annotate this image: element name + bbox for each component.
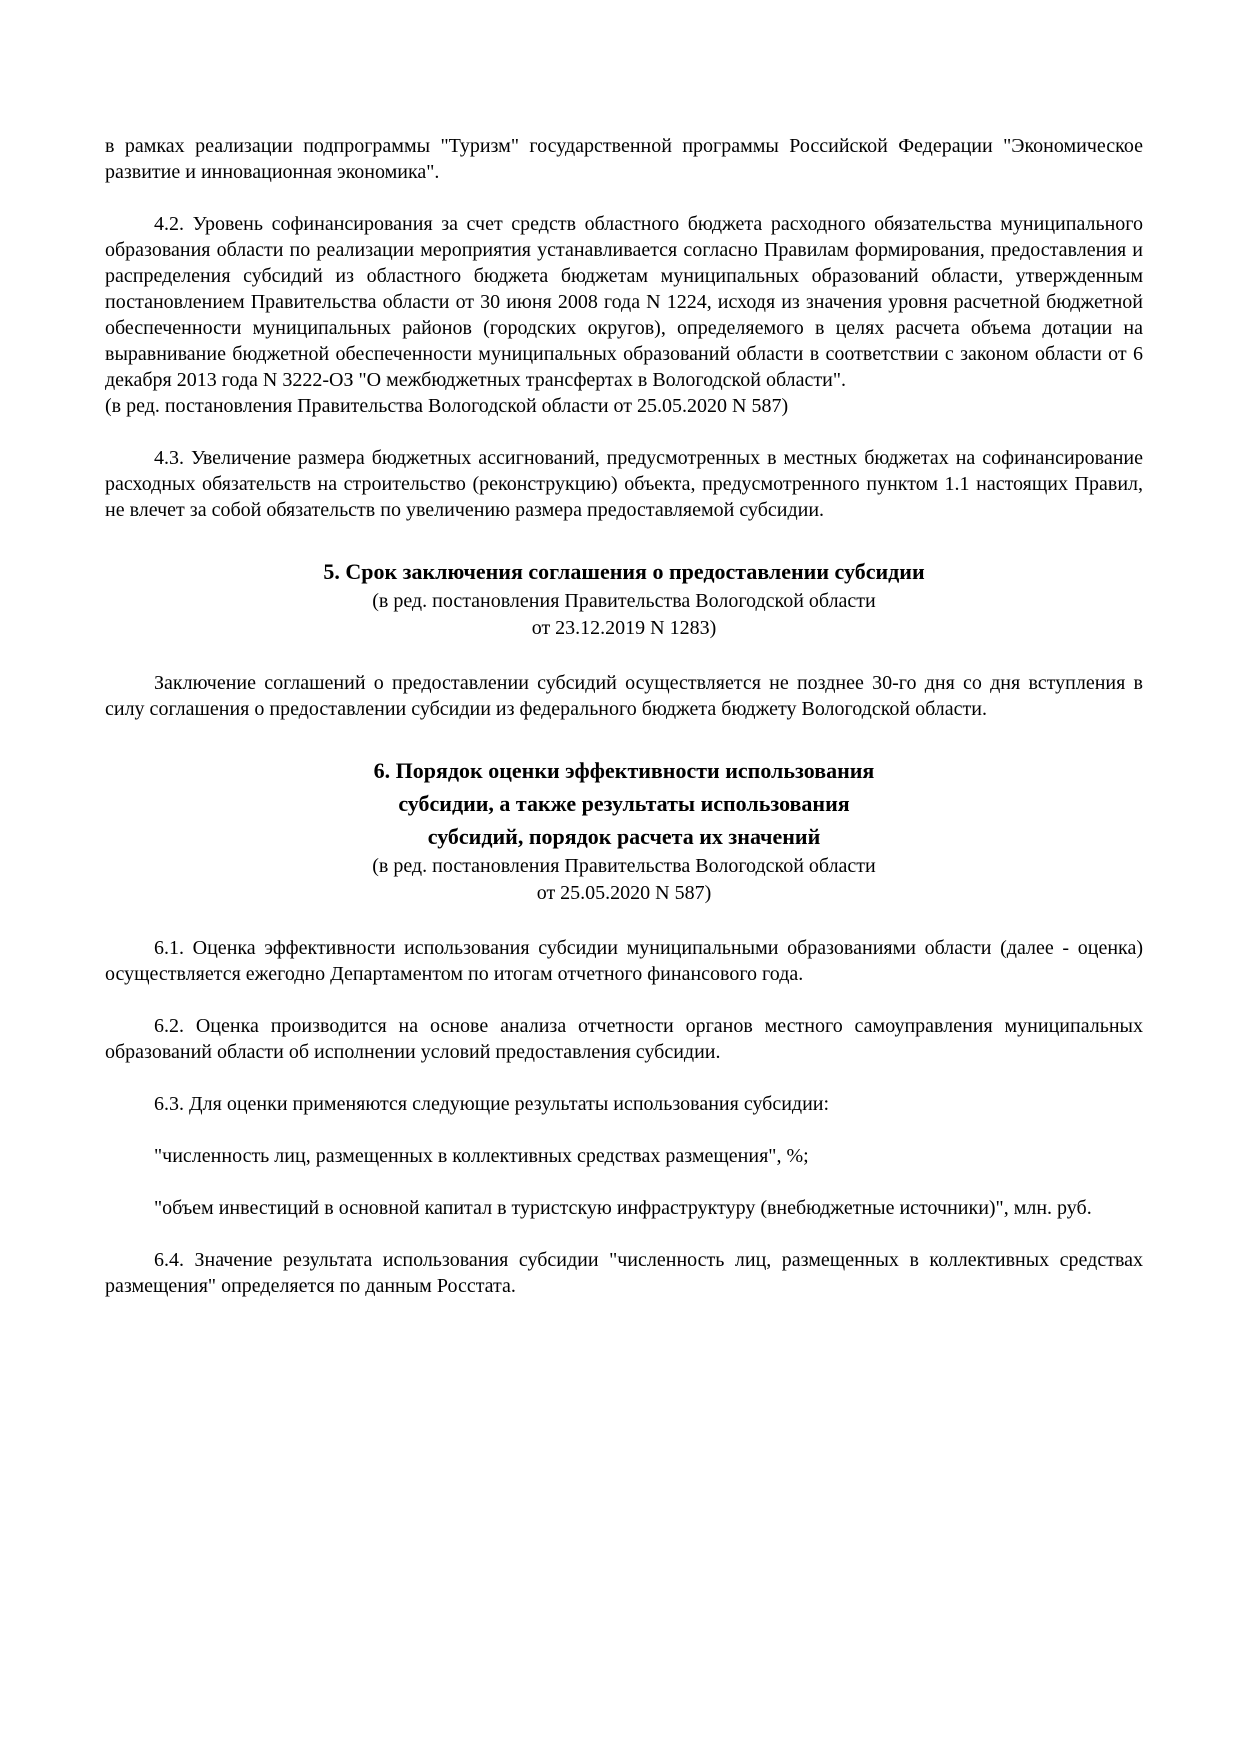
section-5-heading: 5. Срок заключения соглашения о предоставлении субсидии <box>323 559 925 584</box>
paragraph-6-3: 6.3. Для оценки применяются следующие результаты использования субсидии: <box>154 1093 830 1115</box>
section-5-amendment-line2: от 23.12.2019 N 1283) <box>531 617 717 639</box>
amendment-note-4-2: (в ред. постановления Правительства Вологодской области от 25.05.2020 N 587) <box>105 395 789 417</box>
paragraph-6-3-result-b: "объем инвестиций в основной капитал в туристскую инфраструктуру (внебюджетные источники)", млн. руб. <box>154 1197 1092 1219</box>
section-6-heading-line1: 6. Порядок оценки эффективности использования <box>373 758 875 783</box>
paragraph-6-4: 6.4. Значение результата использования субсидии "численность лиц, размещенных в коллективных средствах размещения" определяется по данным Росстата. <box>105 1249 1143 1297</box>
section-6-heading-line2: субсидии, а также результаты использования <box>398 791 850 816</box>
paragraph-6-3-result-a: "численность лиц, размещенных в коллективных средствах размещения", %; <box>154 1145 809 1167</box>
paragraph-6-2: 6.2. Оценка производится на основе анализа отчетности органов местного самоуправления муниципальных образований области об исполнении условий предоставления субсидии. <box>105 1015 1143 1063</box>
section-6-amendment-line1: (в ред. постановления Правительства Вологодской области <box>372 855 876 877</box>
section-6-amendment-line2: от 25.05.2020 N 587) <box>536 882 712 904</box>
section-5-amendment-line1: (в ред. постановления Правительства Вологодской области <box>372 590 876 612</box>
section-6-heading-line3: субсидий, порядок расчета их значений <box>427 824 821 849</box>
paragraph-4-3: 4.3. Увеличение размера бюджетных ассигнований, предусмотренных в местных бюджетах на софинансирование расходных обязательств на строительство (реконструкцию) объекта, предусмотренного пунктом 1.1 настоящих Правил, не влечет за собой обязательств по увеличению размера предоставляемой субсидии. <box>105 447 1143 521</box>
paragraph-intro-continuation: в рамках реализации подпрограммы "Туризм" государственной программы Российской Федерации "Экономическое развитие и инновационная экономика". <box>105 135 1143 183</box>
paragraph-5: Заключение соглашений о предоставлении субсидий осуществляется не позднее 30-го дня со дня вступления в силу соглашения о предоставлении субсидии из федерального бюджета бюджету Вологодской области. <box>105 672 1143 720</box>
paragraph-4-2: 4.2. Уровень софинансирования за счет средств областного бюджета расходного обязательства муниципального образования области по реализации мероприятия устанавливается согласно Правилам формирования, предоставления и распределения субсидий из областного бюджета бюджетам муниципальных образований области, утвержденным постановлением Правительства области от 30 июня 2008 года N 1224, исходя из значения уровня расчетной бюджетной обеспеченности муниципальных районов (городских округов), определяемого в целях расчета объема дотации на выравнивание бюджетной обеспеченности муниципальных образований области в соответствии с законом области от 6 декабря 2013 года N 3222-ОЗ "О межбюджетных трансфертах в Вологодской области". <box>105 213 1143 391</box>
paragraph-6-1: 6.1. Оценка эффективности использования субсидии муниципальными образованиями области (далее - оценка) осуществляется ежегодно Департаментом по итогам отчетного финансового года. <box>105 937 1143 985</box>
